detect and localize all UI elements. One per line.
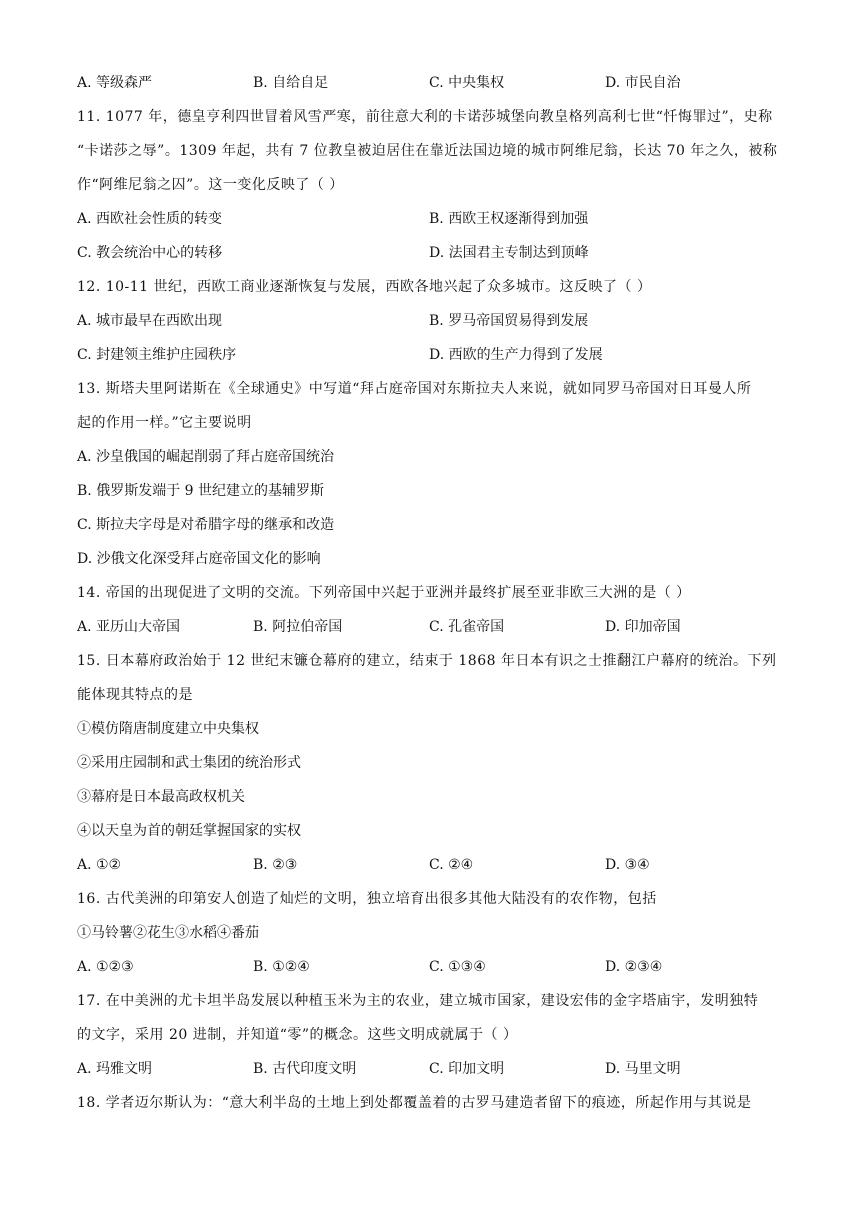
q12-options-row-2 <box>77 338 787 372</box>
exam-page <box>77 66 787 1120</box>
q10-options <box>77 66 787 100</box>
q12-option-d: D. 西欧的生产力得到了发展 <box>429 347 603 363</box>
q11-stem-line-1: 11. 1077 年，德皇亨利四世冒着风雪严寒，前往意大利的卡诺莎城堡向教皇格列高利七世“忏悔罪过”，史称 <box>77 109 773 125</box>
q12-option-c: C. 封建领主维护庄园秩序 <box>77 347 237 363</box>
q14-option-a: A. 亚历山大帝国 <box>77 619 181 635</box>
q12-stem-line-1: 12. 10-11 世纪，西欧工商业逐渐恢复与发展，西欧各地兴起了众多城市。这反映了（ ） <box>77 279 652 295</box>
q17-option-d: D. 马里文明 <box>605 1061 681 1077</box>
q10-option-b: B. 自给自足 <box>253 75 329 91</box>
q16-option-d: D. ②③④ <box>605 959 663 975</box>
q16-option-b: B. ①②④ <box>253 959 310 975</box>
q11-option-b: B. 西欧王权逐渐得到加强 <box>429 211 589 227</box>
q13-stem-line-1: 13. 斯塔夫里阿诺斯在《全球通史》中写道“拜占庭帝国对东斯拉夫人来说，就如同罗马帝国对日耳曼人所 <box>77 381 752 397</box>
q11-options-row-1 <box>77 202 787 236</box>
q13-option-a: A. 沙皇俄国的崛起削弱了拜占庭帝国统治 <box>77 449 335 465</box>
q17-stem-line-1: 17. 在中美洲的尤卡坦半岛发展以种植玉米为主的农业，建立城市国家，建设宏伟的金字塔庙宇，发明独特 <box>77 993 759 1009</box>
q14-options <box>77 610 787 644</box>
q11-stem-line-3: 作“阿维尼翁之囚”。这一变化反映了（ ） <box>77 177 344 193</box>
q16-option-a: A. ①②③ <box>77 959 134 975</box>
q18-stem-line-1: 18. 学者迈尔斯认为：“意大利半岛的土地上到处都覆盖着的古罗马建造者留下的痕迹，所起作用与其说是 <box>77 1095 752 1111</box>
q13-stem-line-2: 起的作用一样。”它主要说明 <box>77 415 252 431</box>
q17-stem-line-2: 的文字，采用 20 进制，并知道“零”的概念。这些文明成就属于（ ） <box>77 1027 518 1043</box>
q16-option-c: C. ①③④ <box>429 959 486 975</box>
q12-options-row-1 <box>77 304 787 338</box>
q14-option-c: C. 孔雀帝国 <box>429 619 505 635</box>
q15-stem-line-2: 能体现其特点的是 <box>77 687 193 703</box>
q14-option-d: D. 印加帝国 <box>605 619 681 635</box>
q11-stem-line-2: “卡诺莎之辱”。1309 年起，共有 7 位教皇被迫居住在靠近法国边境的城市阿维尼翁，长达 70 年之久，被称 <box>77 143 778 159</box>
q15-item-4: ④以天皇为首的朝廷掌握国家的实权 <box>77 823 301 839</box>
q16-stem-line-1: 16. 古代美洲的印第安人创造了灿烂的文明，独立培育出很多其他大陆没有的农作物，包括 <box>77 891 657 907</box>
q11-options-row-2 <box>77 236 787 270</box>
q15-item-2: ②采用庄园制和武士集团的统治形式 <box>77 755 301 771</box>
q11-option-a: A. 西欧社会性质的转变 <box>77 211 223 227</box>
q15-option-d: D. ③④ <box>605 857 650 873</box>
q12-option-a: A. 城市最早在西欧出现 <box>77 313 223 329</box>
q14-option-b: B. 阿拉伯帝国 <box>253 619 343 635</box>
q13-option-c: C. 斯拉夫字母是对希腊字母的继承和改造 <box>77 517 335 533</box>
q11-option-c: C. 教会统治中心的转移 <box>77 245 223 261</box>
q17-options <box>77 1052 787 1086</box>
q15-option-b: B. ②③ <box>253 857 298 873</box>
q15-options <box>77 848 787 882</box>
q15-item-3: ③幕府是日本最高政权机关 <box>77 789 245 805</box>
q13-option-b: B. 俄罗斯发端于 9 世纪建立的基辅罗斯 <box>77 483 324 499</box>
q16-items: ①马铃薯②花生③水稻④番茄 <box>77 925 259 941</box>
q11-option-d: D. 法国君主专制达到顶峰 <box>429 245 589 261</box>
q17-option-c: C. 印加文明 <box>429 1061 505 1077</box>
q10-option-a: A. 等级森严 <box>77 75 153 91</box>
q15-option-a: A. ①② <box>77 857 122 873</box>
q15-stem-line-1: 15. 日本幕府政治始于 12 世纪末镰仓幕府的建立，结束于 1868 年日本有识之士推翻江户幕府的统治。下列 <box>77 653 777 669</box>
q14-stem-line-1: 14. 帝国的出现促进了文明的交流。下列帝国中兴起于亚洲并最终扩展至亚非欧三大洲的是（ ） <box>77 585 691 601</box>
q10-option-c: C. 中央集权 <box>429 75 505 91</box>
q15-option-c: C. ②④ <box>429 857 474 873</box>
q17-option-b: B. 古代印度文明 <box>253 1061 357 1077</box>
q10-option-d: D. 市民自治 <box>605 75 681 91</box>
q17-option-a: A. 玛雅文明 <box>77 1061 153 1077</box>
q12-option-b: B. 罗马帝国贸易得到发展 <box>429 313 589 329</box>
q16-options <box>77 950 787 984</box>
q13-option-d: D. 沙俄文化深受拜占庭帝国文化的影响 <box>77 551 321 567</box>
q15-item-1: ①模仿隋唐制度建立中央集权 <box>77 721 259 737</box>
